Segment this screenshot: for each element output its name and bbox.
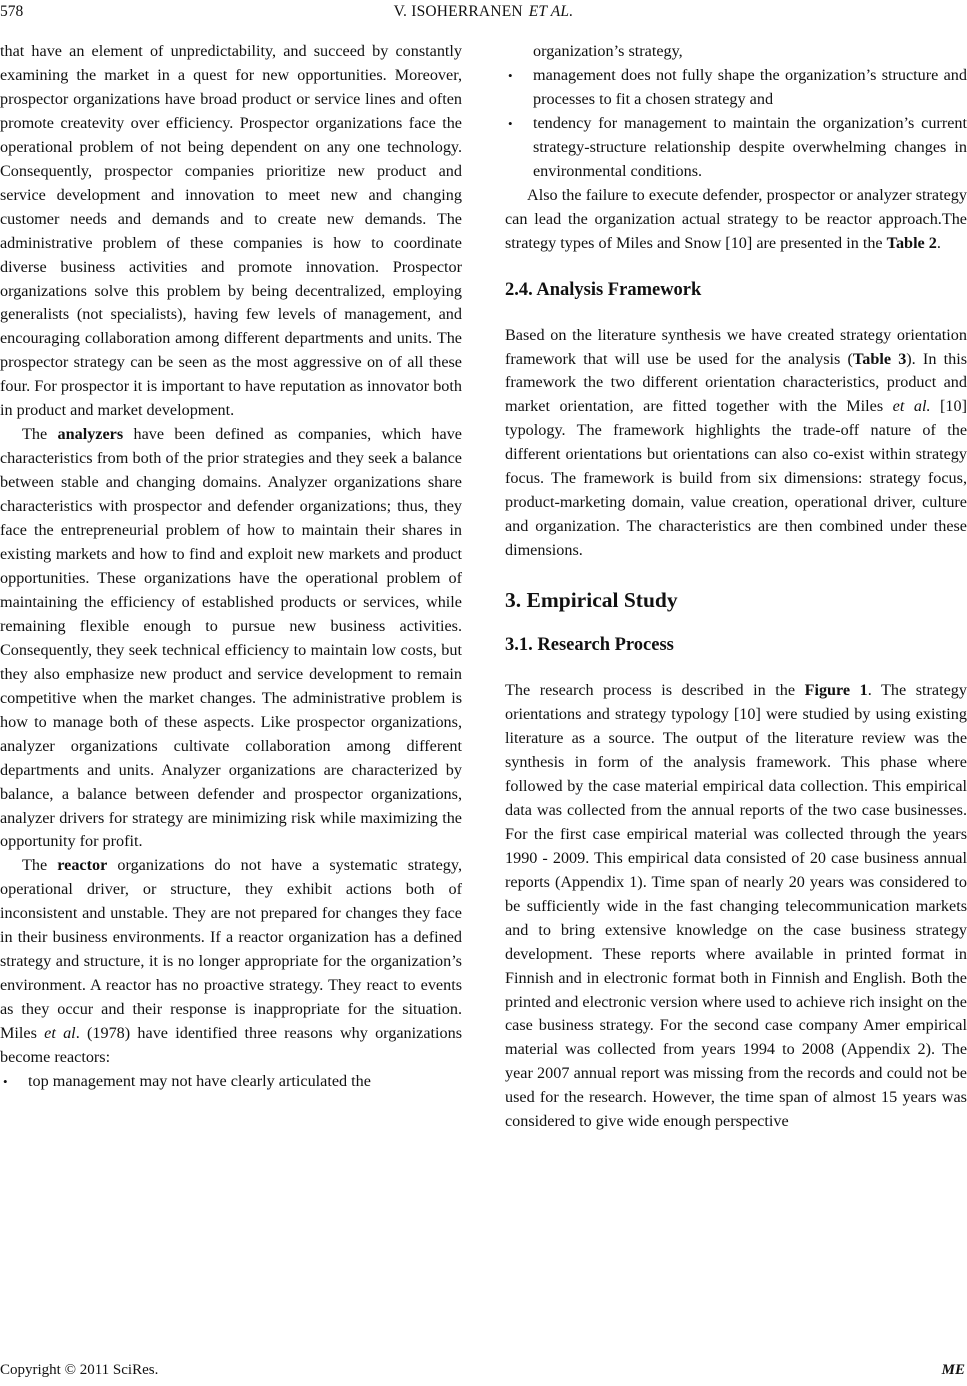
author-suffix: ET AL. xyxy=(528,3,574,20)
running-header xyxy=(0,2,967,24)
term-reactor: reactor xyxy=(57,856,108,875)
bullet-icon: • xyxy=(3,1073,8,1089)
figure-1-reference[interactable]: Figure 1 xyxy=(804,681,868,700)
heading-research-process: 3.1. Research Process xyxy=(505,635,674,656)
page-footer xyxy=(0,1360,967,1382)
paragraph-research-process: The research process is described in the Figure 1. The strategy orientations and strategy typology [10] were studied by using existing literature as a source. The output of the literature review was the synthesis in form of the analysis framework. This phase where followed by the case material empirical data collection. This empirical data was collected from the annual reports of the two case businesses. For the first case empirical material was collected through the years 1990 - 2009. This empirical data consisted of 20 case business annual reports (Appendix 1). Time span of nearly 20 years was considered to be sufficiently wide in the fast changing telecommunication markets and to bring extensive knowledge on the case business strategy development. These reports where available in printed format in Finnish and in electronic format both in Finnish and English. Both the printed and electronic version where used to achieve rich insight on the case business strategy. For the second case company Amer empirical material was collected from years 1994 to 2008 (Appendix 2). The year 2007 annual report was missing from the records and could not be used for the research. However, the time span of almost 15 years was considered to give wide enough perspective xyxy=(505,681,967,1131)
paragraph-analyzers: The analyzers have been defined as companies, which have characteristics from both of the prior strategies and they seek a balance between stable and changing domains. Analyzer organizations share characteristics with prospector and defender organizations; thus, they face the entrepreneurial problem of how to maintain their shares in existing markets and how to find and exploit new markets and product opportunities. These organizations have the operational problem of maintaining the efficiency of established products or services, while remaining flexible enough to pursue new business activities. Consequently, they seek technical efficiency to maintain low costs, but they also emphasize new product and service development to remain competitive when the market changes. The administrative problem is how to manage both of these aspects. Like prospector organizations, analyzer organizations cultivate collaboration among different departments and units. Analyzer organizations are characterized by balance, a balance between defender and prospector organizations, analyzer drivers for strategy are minimizing risk while maximizing the opportunity for profit. xyxy=(0,425,462,851)
running-title xyxy=(0,2,967,22)
list-item: • management does not fully shape the organization’s structure and processes to fit a chosen strategy and xyxy=(508,65,967,108)
term-analyzers: analyzers xyxy=(57,425,124,444)
reactor-reasons-list-cont xyxy=(505,64,967,184)
left-column xyxy=(0,40,462,1094)
page-number: 578 xyxy=(0,3,24,20)
table-3-reference[interactable]: Table 3 xyxy=(852,349,907,368)
table-2-reference[interactable]: Table 2 xyxy=(886,233,937,252)
heading-analysis-framework: 2.4. Analysis Framework xyxy=(505,279,702,300)
paragraph-reactor: The reactor organizations do not have a systematic strategy, operational driver, or structure, they exhibit actions both of inconsistent and unstable. They are not prepared for changes they face in their business environments. If a reactor organization has a defined strategy and structure, it is no longer appropriate for the organization’s environment. A reactor has no proactive strategy. They react to events as they occur and their response is inappropriate for the situation. Miles et al. (1978) have identified three reasons why organizations become reactors: xyxy=(0,856,463,1067)
right-column xyxy=(505,40,967,1134)
copyright-notice: Copyright © 2011 SciRes. xyxy=(0,1362,159,1378)
reactor-reasons-list xyxy=(0,1070,462,1094)
bullet-icon: • xyxy=(508,67,513,83)
heading-empirical-study: 3. Empirical Study xyxy=(505,588,678,613)
list-item: • tendency for management to maintain the organization’s current strategy-structure relationship despite overwhelming changes in environmental conditions. xyxy=(508,113,967,180)
paragraph-failure: Also the failure to execute defender, prospector or analyzer strategy can lead the organization actual strategy to be reactor approach.The strategy types of Miles and Snow [10] are presented in the Table 2. xyxy=(505,185,967,252)
journal-abbreviation: ME xyxy=(941,1362,965,1378)
list-item-continuation: organization’s strategy, xyxy=(533,42,683,60)
author-name: V. ISOHERRANEN xyxy=(393,3,523,20)
paragraph-framework: Based on the literature synthesis we have created strategy orientation framework that will use be used for the analysis (Table 3). In this framework the two different orientation characteristics, product and market orientation, are fitted together with the Miles et al. [10] typology. The framework highlights the trade-off nature of the different orientations but orientations can also co-exist within strategy focus. The framework is build from six dimensions: strategy focus, product-marketing domain, value creation, operational driver, culture and organization. The characteristics are then combined under these dimensions. xyxy=(505,325,967,560)
paragraph-prospector: that have an element of unpredictability, and succeed by constantly examining the market in a quest for new opportunities. Moreover, prospector organizations have broad product or service lines and often promote createvity over efficiency. Prospector organizations face the operational problem of not being dependent on any one technology. Consequently, prospector companies prioritize new product and service development and innovation to meet new and changing customer needs and demands and to create new demands. The administrative problem of these companies is how to coordinate diverse business activities and promote innovation. Prospector organizations solve this problem by being decentralized, employing generalists (not specialists), having few levels of management, and encouraging collaboration among different departments and units. The prospector strategy can be seen as the most aggressive on of all these four. For prospector it is important to have reputation as innovator both in product and market development. xyxy=(0,42,462,420)
bullet-icon: • xyxy=(508,115,513,131)
list-item: • top management may not have clearly articulated the xyxy=(0,1070,462,1094)
